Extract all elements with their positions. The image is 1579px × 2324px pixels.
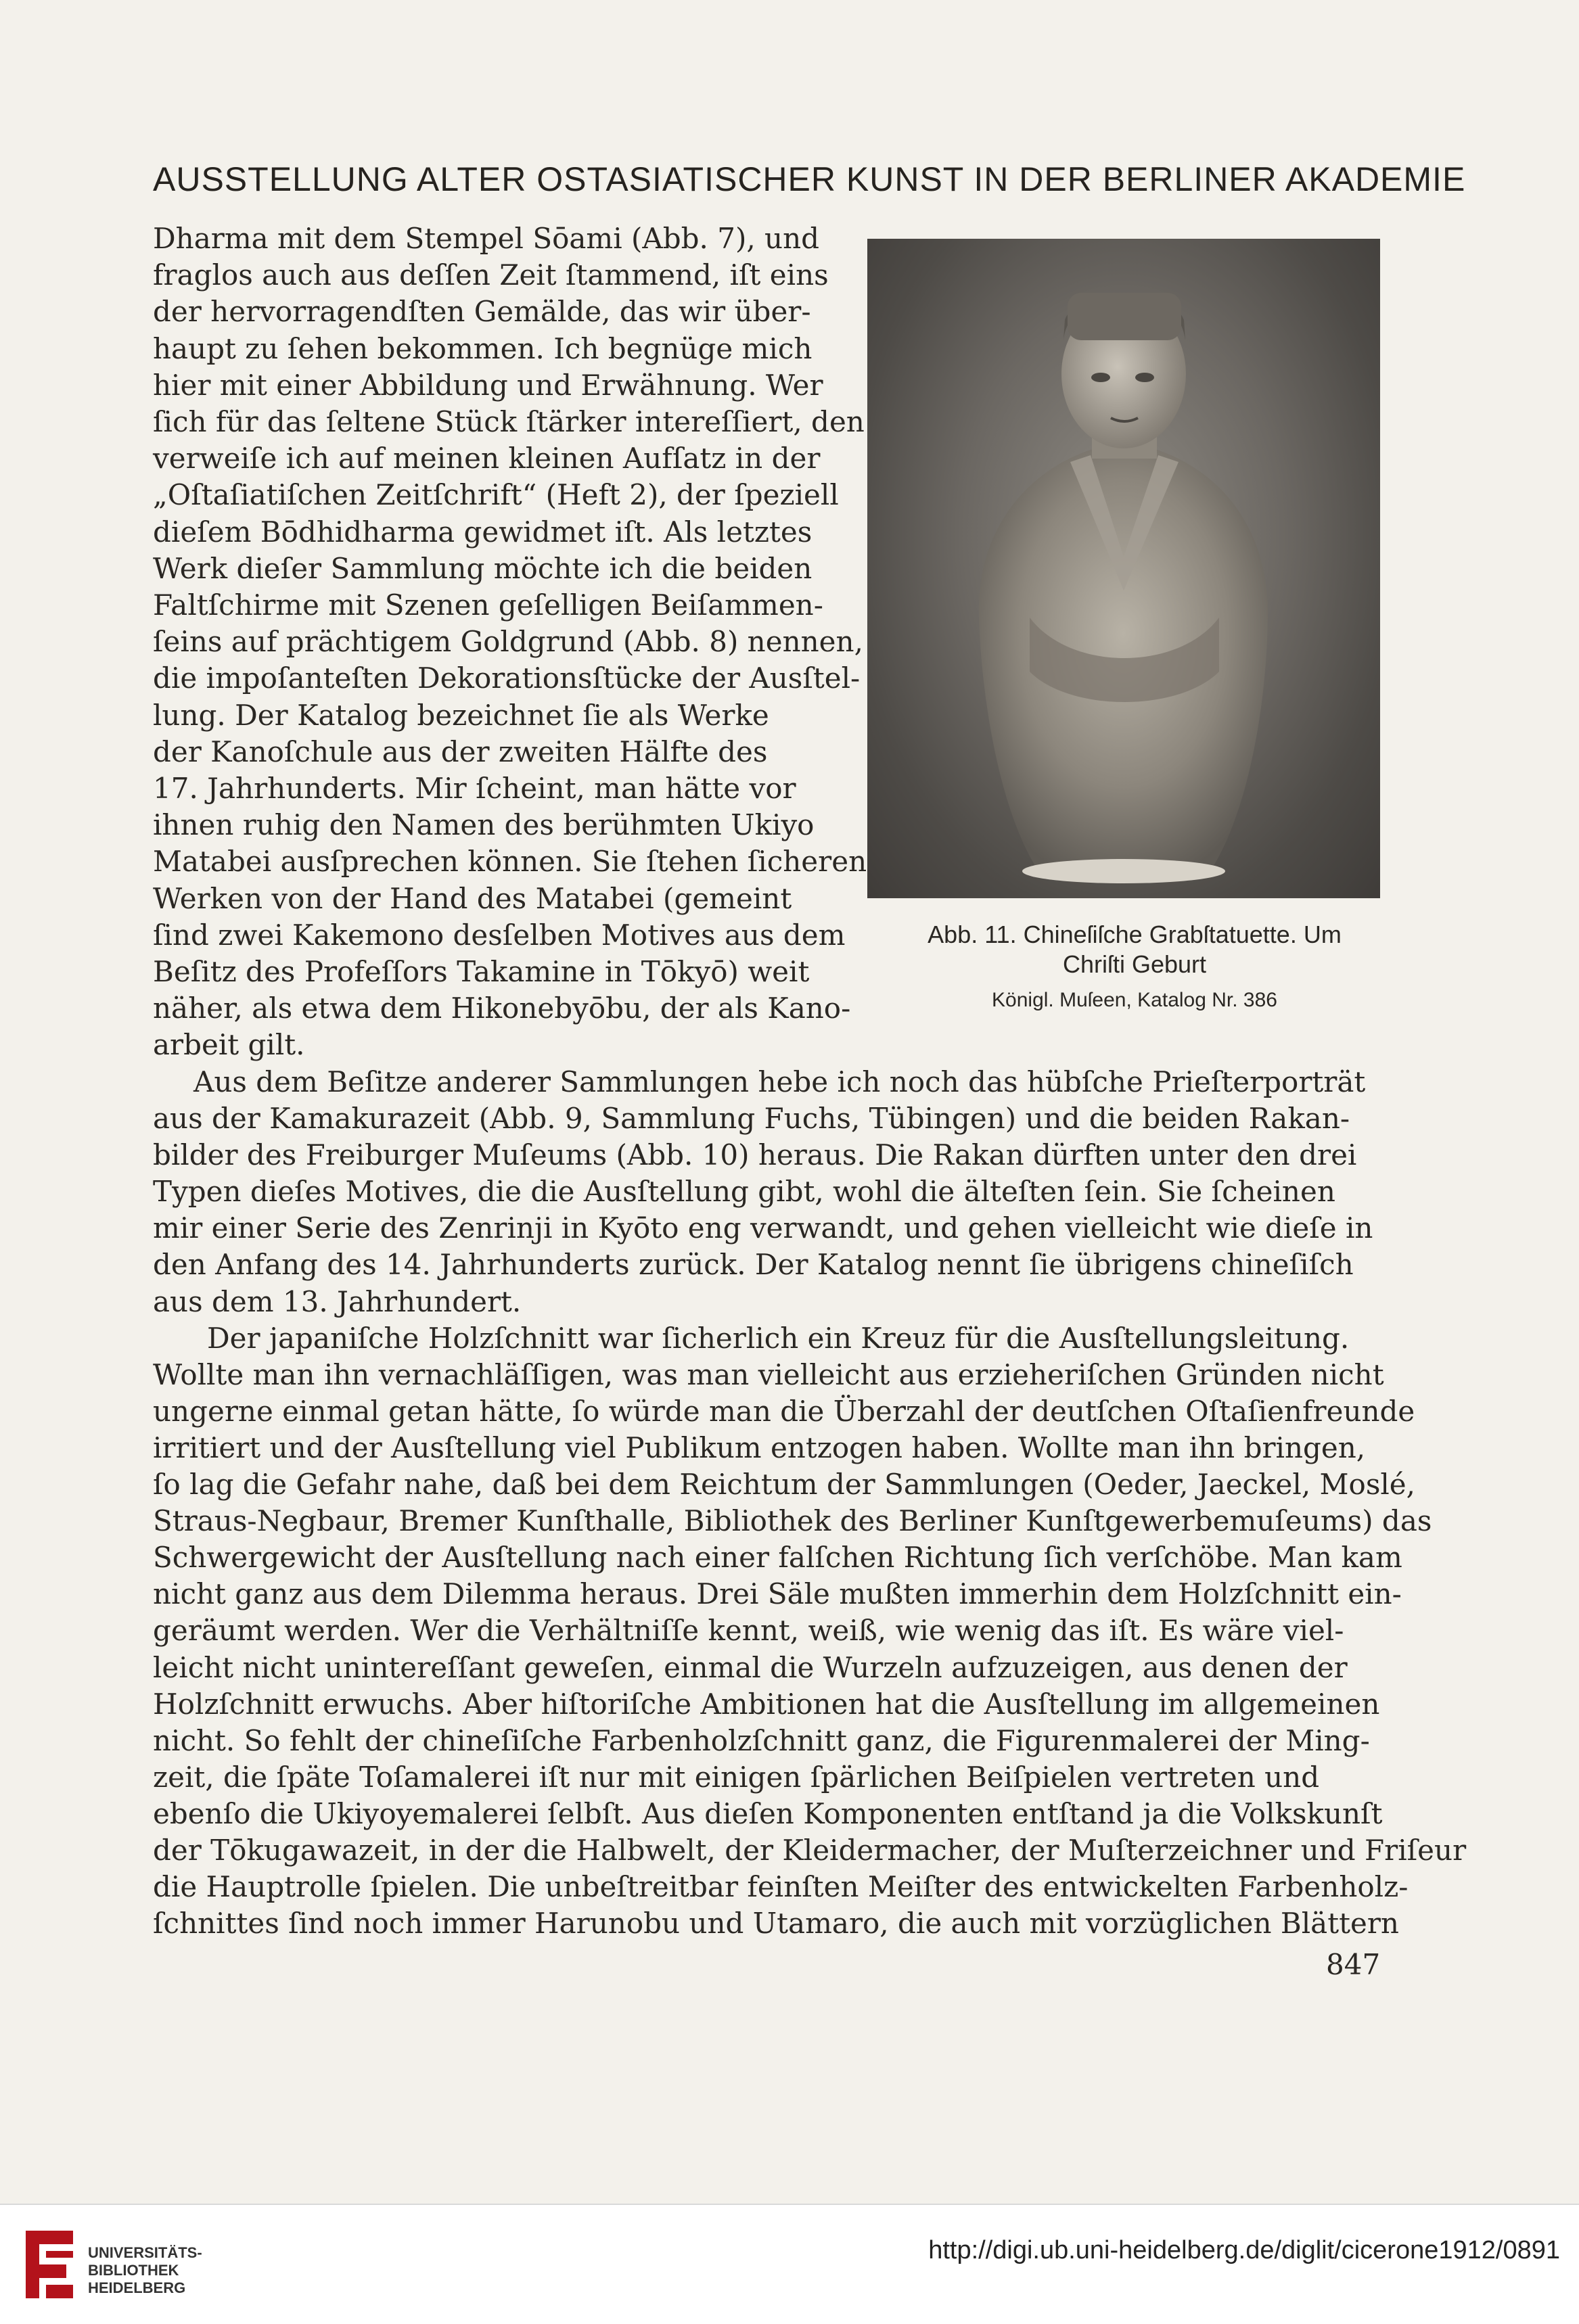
text-line: arbeit gilt. bbox=[153, 1028, 305, 1062]
caption-line: Chriſti Geburt bbox=[1062, 950, 1207, 978]
text-line: lung. Der Katalog bezeichnet ſie als Werke bbox=[153, 698, 769, 732]
text-line: Straus-Negbaur, Bremer Kunſthalle, Bibliothek des Berliner Kunſtgewerbemuſeums) das bbox=[153, 1504, 1432, 1538]
text-line: ungerne einmal getan hätte, ſo würde man die Überzahl der deutſchen Oſtaſienfreunde bbox=[153, 1394, 1415, 1428]
text-line: ſchnittes ſind noch immer Harunobu und Utamaro, die auch mit vorzüglichen Blättern bbox=[153, 1907, 1399, 1940]
caption-source: Königl. Muſeen, Katalog Nr. 386 bbox=[992, 989, 1277, 1011]
text-line: Wollte man ihn vernachläſſigen, was man vielleicht aus erzieheriſchen Gründen nicht bbox=[153, 1357, 1384, 1391]
text-line: dieſem Bōdhidharma gewidmet iſt. Als letztes bbox=[153, 515, 813, 549]
text-line: Typen dieſes Motives, die die Ausſtellung gibt, wohl die älteſten ſein. Sie ſcheinen bbox=[153, 1175, 1335, 1209]
text-line: fraglos auch aus deſſen Zeit ſtammend, iſt eins bbox=[153, 258, 829, 292]
caption-line: Abb. 11. Chineſiſche Grabſtatuette. Um bbox=[928, 921, 1342, 948]
text-line: verweiſe ich auf meinen kleinen Aufſatz in der bbox=[153, 442, 821, 475]
text-line: Dharma mit dem Stempel Sōami (Abb. 7), und bbox=[153, 222, 820, 255]
text-line: Werk dieſer Sammlung möchte ich die beiden bbox=[153, 551, 813, 585]
text-line: aus der Kamakurazeit (Abb. 9, Sammlung Fuchs, Tübingen) und die beiden Rakan- bbox=[153, 1102, 1350, 1136]
text-line: der Kanoſchule aus der zweiten Hälfte des bbox=[153, 735, 768, 768]
source-url-link[interactable]: http://digi.ub.uni-heidelberg.de/diglit/cicerone1912/0891 bbox=[928, 2236, 1560, 2264]
text-line: Schwergewicht der Ausſtellung nach einer falſchen Richtung ſich verſchöbe. Man kam bbox=[153, 1541, 1402, 1575]
text-line: hier mit einer Abbildung und Erwähnung. Wer bbox=[153, 368, 823, 402]
text-line: ſo lag die Gefahr nahe, daß bei dem Reichtum der Sammlungen (Oeder, Jaeckel, Moslé, bbox=[153, 1468, 1416, 1502]
figure-caption bbox=[867, 920, 1402, 1012]
university-logo-icon bbox=[19, 2224, 80, 2305]
running-head: AUSSTELLUNG ALTER OSTASIATISCHER KUNST IN DER BERLINER AKADEMIE bbox=[153, 160, 1466, 198]
text-line: der Tōkugawazeit, in der die Halbwelt, der Kleidermacher, der Muſterzeichner und Friſeur bbox=[153, 1833, 1467, 1867]
text-line: ſeins auf prächtigem Goldgrund (Abb. 8) nennen, bbox=[153, 625, 863, 659]
body-text bbox=[153, 1064, 1467, 1942]
text-line: Werken von der Hand des Matabei (gemeint bbox=[153, 881, 792, 915]
text-line: Matabei ausſprechen können. Sie ſtehen ſicheren bbox=[153, 845, 867, 879]
text-line: 17. Jahrhunderts. Mir ſcheint, man hätte vor bbox=[153, 772, 796, 806]
text-line: zeit, die ſpäte Toſamalerei iſt nur mit einigen ſpärlichen Beiſpielen vertreten und bbox=[153, 1760, 1320, 1794]
text-line: den Anfang des 14. Jahrhunderts zurück. Der Katalog nennt ſie übrigens chineſiſch bbox=[153, 1248, 1354, 1282]
text-line: leicht nicht unintereſſant geweſen, einmal die Wurzeln aufzuzeigen, aus denen der bbox=[153, 1650, 1348, 1684]
text-line: Holzſchnitt erwuchs. Aber hiſtoriſche Ambitionen hat die Ausſtellung im allgemeinen bbox=[153, 1687, 1380, 1721]
text-line: näher, als etwa dem Hikonebyōbu, der als Kano- bbox=[153, 992, 851, 1025]
text-line: mir einer Serie des Zenrinji in Kyōto eng verwandt, und gehen vielleicht wie dieſe in bbox=[153, 1211, 1373, 1245]
page-number: 847 bbox=[1326, 1948, 1381, 1981]
text-line: Aus dem Beſitze anderer Sammlungen hebe ich noch das hübſche Prieſterporträt bbox=[193, 1065, 1366, 1098]
text-line: ſind zwei Kakemono desſelben Motives aus dem bbox=[153, 918, 846, 952]
figure-photo bbox=[867, 239, 1380, 898]
text-line: Faltſchirme mit Szenen geſelligen Beiſammen- bbox=[153, 588, 823, 622]
statuette-illustration bbox=[867, 239, 1380, 898]
text-line: Der japaniſche Holzſchnitt war ſicherlich ein Kreuz für die Ausſtellungsleitung. bbox=[207, 1321, 1350, 1355]
text-line: die Hauptrolle ſpielen. Die unbeſtreitbar feinſten Meiſter des entwickelten Farbenholz- bbox=[153, 1870, 1409, 1904]
library-name: UNIVERSITÄTS- BIBLIOTHEK HEIDELBERG bbox=[88, 2244, 202, 2296]
text-line: „Oſtaſiatiſchen Zeitſchrift“ (Heft 2), der ſpeziell bbox=[153, 478, 839, 512]
text-line: aus dem 13. Jahrhundert. bbox=[153, 1284, 522, 1318]
text-line: nicht. So fehlt der chineſiſche Farbenholzſchnitt ganz, die Figurenmalerei der Ming- bbox=[153, 1723, 1370, 1757]
text-line: nicht ganz aus dem Dilemma heraus. Drei Säle mußten immerhin dem Holzſchnitt ein- bbox=[153, 1577, 1402, 1611]
footer-bar bbox=[0, 2204, 1579, 2324]
text-line: irritiert und der Ausſtellung viel Publikum entzogen haben. Wollte man ihn bringen, bbox=[153, 1431, 1366, 1464]
left-column-text bbox=[153, 220, 867, 1064]
text-line: ihnen ruhig den Namen des berühmten Ukiyo bbox=[153, 808, 815, 842]
text-line: Beſitz des Profeſſors Takamine in Tōkyō) weit bbox=[153, 955, 810, 989]
text-line: geräumt werden. Wer die Verhältniſſe kennt, weiß, wie wenig das iſt. Es wäre viel- bbox=[153, 1614, 1344, 1648]
text-line: die impoſanteſten Dekorationsſtücke der Ausſtel- bbox=[153, 661, 861, 695]
text-line: der hervorragendſten Gemälde, das wir über- bbox=[153, 295, 811, 329]
text-line: ſich für das ſeltene Stück ſtärker intereſſiert, den bbox=[153, 405, 865, 439]
text-line: haupt zu ſehen bekommen. Ich begnüge mich bbox=[153, 331, 813, 365]
text-line: bilder des Freiburger Muſeums (Abb. 10) heraus. Die Rakan dürften unter den drei bbox=[153, 1138, 1357, 1172]
text-line: ebenſo die Ukiyoyemalerei ſelbſt. Aus dieſen Komponenten entſtand ja die Volkskunſt bbox=[153, 1796, 1383, 1830]
